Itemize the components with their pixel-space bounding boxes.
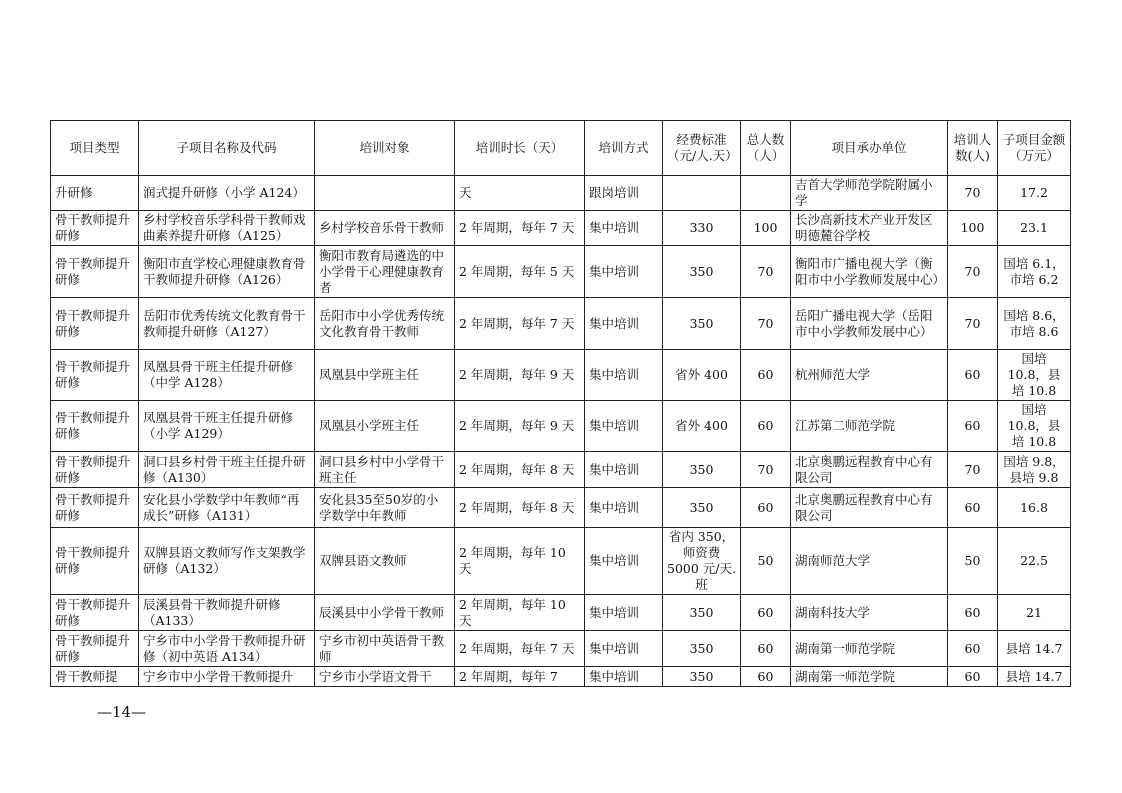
cell-trainees: 辰溪县中小学骨干教师 [315, 595, 455, 631]
cell-duration: 2 年周期，每年 7 天 [455, 631, 585, 667]
header-amount: 子项目金额（万元） [998, 121, 1071, 176]
cell-trainee-count: 70 [948, 452, 998, 488]
cell-total-people: 60 [741, 401, 791, 452]
cell-trainees: 双牌县语文教师 [315, 528, 455, 595]
cell-total-people: 60 [741, 631, 791, 667]
cell-subproject-name: 凤凰县骨干班主任提升研修（小学 A129） [139, 401, 315, 452]
cell-trainee-count: 60 [948, 667, 998, 687]
cell-trainees: 乡村学校音乐骨干教师 [315, 211, 455, 246]
cell-amount: 国培 8.6，市培 8.6 [998, 298, 1071, 350]
cell-method: 集中培训 [585, 631, 663, 667]
cell-project-type: 骨干教师提升研修 [51, 631, 139, 667]
header-organizer: 项目承办单位 [791, 121, 948, 176]
training-project-table [50, 120, 1071, 687]
cell-method: 集中培训 [585, 452, 663, 488]
cell-duration: 2 年周期，每年 8 天 [455, 452, 585, 488]
table-row [51, 452, 1071, 488]
page-number: —14— [97, 703, 147, 721]
cell-organizer: 杭州师范大学 [791, 350, 948, 401]
header-duration: 培训时长（天） [455, 121, 585, 176]
header-method: 培训方式 [585, 121, 663, 176]
cell-project-type: 升研修 [51, 176, 139, 211]
header-row [51, 121, 1071, 176]
cell-amount: 17.2 [998, 176, 1071, 211]
cell-duration: 2 年周期，每年 7 [455, 667, 585, 687]
cell-method: 集中培训 [585, 401, 663, 452]
cell-amount: 国培 10.8，县培 10.8 [998, 401, 1071, 452]
cell-cost-standard: 350 [663, 488, 741, 528]
table-row [51, 595, 1071, 631]
cell-trainee-count: 60 [948, 350, 998, 401]
cell-trainee-count: 50 [948, 528, 998, 595]
cell-trainee-count: 70 [948, 176, 998, 211]
cell-project-type: 骨干教师提升研修 [51, 211, 139, 246]
cell-total-people: 60 [741, 595, 791, 631]
cell-organizer: 江苏第二师范学院 [791, 401, 948, 452]
cell-subproject-name: 乡村学校音乐学科骨干教师戏曲素养提升研修（A125） [139, 211, 315, 246]
cell-subproject-name: 辰溪县骨干教师提升研修（A133） [139, 595, 315, 631]
cell-subproject-name: 宁乡市中小学骨干教师提升 [139, 667, 315, 687]
cell-trainees: 洞口县乡村中小学骨干班主任 [315, 452, 455, 488]
cell-project-type: 骨干教师提升研修 [51, 401, 139, 452]
cell-total-people [741, 176, 791, 211]
cell-method: 跟岗培训 [585, 176, 663, 211]
header-trainees: 培训对象 [315, 121, 455, 176]
cell-cost-standard: 350 [663, 595, 741, 631]
cell-project-type: 骨干教师提升研修 [51, 528, 139, 595]
cell-duration: 2 年周期，每年 9 天 [455, 401, 585, 452]
header-subproject-name: 子项目名称及代码 [139, 121, 315, 176]
cell-trainee-count: 70 [948, 246, 998, 298]
table-row [51, 211, 1071, 246]
cell-organizer: 湖南第一师范学院 [791, 667, 948, 687]
table-row [51, 667, 1071, 687]
cell-subproject-name: 润式提升研修（小学 A124） [139, 176, 315, 211]
cell-method: 集中培训 [585, 667, 663, 687]
cell-subproject-name: 衡阳市直学校心理健康教育骨干教师提升研修（A126） [139, 246, 315, 298]
cell-total-people: 60 [741, 488, 791, 528]
cell-total-people: 70 [741, 298, 791, 350]
cell-amount: 16.8 [998, 488, 1071, 528]
cell-method: 集中培训 [585, 298, 663, 350]
cell-amount: 县培 14.7 [998, 631, 1071, 667]
table-row [51, 528, 1071, 595]
cell-project-type: 骨干教师提升研修 [51, 595, 139, 631]
cell-trainee-count: 100 [948, 211, 998, 246]
cell-cost-standard: 省内 350，师资费 5000 元/天.班 [663, 528, 741, 595]
table-row [51, 350, 1071, 401]
cell-amount: 国培 6.1，市培 6.2 [998, 246, 1071, 298]
cell-trainees [315, 176, 455, 211]
header-total-people: 总人数（人） [741, 121, 791, 176]
cell-subproject-name: 岳阳市优秀传统文化教育骨干教师提升研修（A127） [139, 298, 315, 350]
cell-trainee-count: 60 [948, 595, 998, 631]
cell-total-people: 60 [741, 667, 791, 687]
cell-project-type: 骨干教师提升研修 [51, 298, 139, 350]
table-row [51, 176, 1071, 211]
cell-total-people: 50 [741, 528, 791, 595]
cell-trainee-count: 60 [948, 631, 998, 667]
cell-trainees: 宁乡市小学语文骨干 [315, 667, 455, 687]
cell-subproject-name: 双牌县语文教师写作支架教学研修（A132） [139, 528, 315, 595]
cell-duration: 天 [455, 176, 585, 211]
cell-trainee-count: 60 [948, 401, 998, 452]
cell-amount: 县培 14.7 [998, 667, 1071, 687]
cell-duration: 2 年周期，每年 7 天 [455, 211, 585, 246]
cell-project-type: 骨干教师提升研修 [51, 350, 139, 401]
cell-total-people: 70 [741, 452, 791, 488]
cell-duration: 2 年周期，每年 9 天 [455, 350, 585, 401]
cell-subproject-name: 安化县小学数学中年教师“再成长”研修（A131） [139, 488, 315, 528]
cell-project-type: 骨干教师提升研修 [51, 246, 139, 298]
cell-organizer: 长沙高新技术产业开发区明德麓谷学校 [791, 211, 948, 246]
cell-method: 集中培训 [585, 246, 663, 298]
cell-organizer: 湖南师范大学 [791, 528, 948, 595]
cell-cost-standard: 省外 400 [663, 350, 741, 401]
table-header [51, 121, 1071, 176]
cell-organizer: 湖南科技大学 [791, 595, 948, 631]
cell-cost-standard: 350 [663, 298, 741, 350]
cell-cost-standard: 350 [663, 452, 741, 488]
cell-cost-standard: 350 [663, 631, 741, 667]
cell-cost-standard: 330 [663, 211, 741, 246]
cell-amount: 国培 9.8，县培 9.8 [998, 452, 1071, 488]
cell-organizer: 湖南第一师范学院 [791, 631, 948, 667]
cell-total-people: 70 [741, 246, 791, 298]
cell-organizer: 北京奥鹏远程教育中心有限公司 [791, 452, 948, 488]
cell-trainee-count: 70 [948, 298, 998, 350]
cell-duration: 2 年周期，每年 7 天 [455, 298, 585, 350]
cell-trainees: 岳阳市中小学优秀传统文化教育骨干教师 [315, 298, 455, 350]
cell-trainees: 凤凰县中学班主任 [315, 350, 455, 401]
cell-amount: 21 [998, 595, 1071, 631]
cell-subproject-name: 洞口县乡村骨干班主任提升研修（A130） [139, 452, 315, 488]
cell-total-people: 60 [741, 350, 791, 401]
header-trainee-count: 培训人数(人) [948, 121, 998, 176]
header-cost-standard: 经费标准（元/人.天） [663, 121, 741, 176]
cell-project-type: 骨干教师提升研修 [51, 452, 139, 488]
cell-organizer: 北京奥鹏远程教育中心有限公司 [791, 488, 948, 528]
cell-method: 集中培训 [585, 595, 663, 631]
cell-method: 集中培训 [585, 488, 663, 528]
cell-organizer: 吉首大学师范学院附属小学 [791, 176, 948, 211]
cell-project-type: 骨干教师提 [51, 667, 139, 687]
table-row [51, 401, 1071, 452]
cell-duration: 2 年周期，每年 10 天 [455, 528, 585, 595]
cell-total-people: 100 [741, 211, 791, 246]
header-project-type: 项目类型 [51, 121, 139, 176]
cell-trainees: 安化县35至50岁的小学数学中年教师 [315, 488, 455, 528]
cell-duration: 2 年周期，每年 10 天 [455, 595, 585, 631]
cell-trainees: 凤凰县小学班主任 [315, 401, 455, 452]
cell-organizer: 岳阳广播电视大学（岳阳市中小学教师发展中心） [791, 298, 948, 350]
cell-cost-standard: 省外 400 [663, 401, 741, 452]
table-row [51, 246, 1071, 298]
cell-trainees: 衡阳市教育局遴选的中小学骨干心理健康教育者 [315, 246, 455, 298]
cell-cost-standard [663, 176, 741, 211]
cell-method: 集中培训 [585, 211, 663, 246]
table-row [51, 298, 1071, 350]
cell-amount: 22.5 [998, 528, 1071, 595]
cell-method: 集中培训 [585, 350, 663, 401]
cell-amount: 23.1 [998, 211, 1071, 246]
table-row [51, 631, 1071, 667]
table-row [51, 488, 1071, 528]
cell-organizer: 衡阳市广播电视大学（衡阳市中小学教师发展中心） [791, 246, 948, 298]
cell-duration: 2 年周期，每年 5 天 [455, 246, 585, 298]
cell-duration: 2 年周期，每年 8 天 [455, 488, 585, 528]
cell-subproject-name: 宁乡市中小学骨干教师提升研修（初中英语 A134） [139, 631, 315, 667]
cell-cost-standard: 350 [663, 246, 741, 298]
cell-subproject-name: 凤凰县骨干班主任提升研修（中学 A128） [139, 350, 315, 401]
cell-method: 集中培训 [585, 528, 663, 595]
cell-amount: 国培 10.8，县培 10.8 [998, 350, 1071, 401]
cell-trainees: 宁乡市初中英语骨干教师 [315, 631, 455, 667]
cell-trainee-count: 60 [948, 488, 998, 528]
cell-project-type: 骨干教师提升研修 [51, 488, 139, 528]
cell-cost-standard: 350 [663, 667, 741, 687]
table-body [51, 176, 1071, 687]
